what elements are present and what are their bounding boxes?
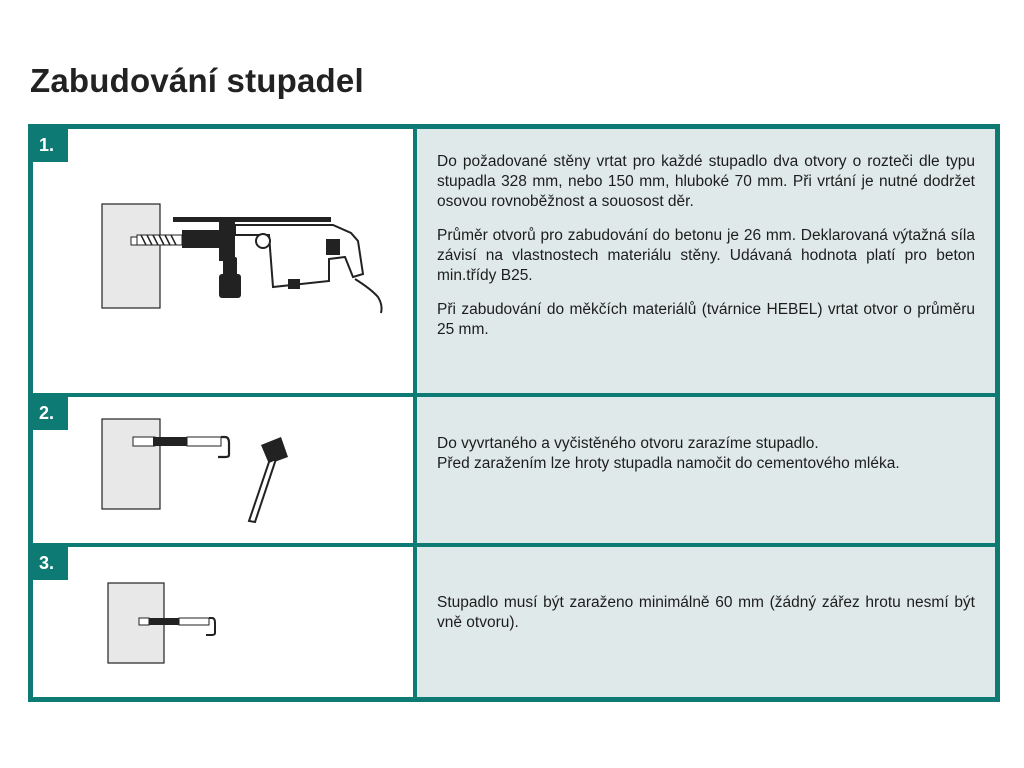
step-3-text	[437, 593, 975, 647]
wall-block	[102, 204, 160, 308]
drill-bit-icon	[137, 235, 182, 245]
step-2-paragraph: Před zaražením lze hroty stupadla namočit do cementového mléka.	[437, 455, 900, 472]
step-1-paragraph: Průměr otvorů pro zabudování do betonu je 26 mm. Deklarovaná výtažná síla závisí na vlastnostech materiálu stěny. Udávaná hodnota platí pro beton min.třídy B25.	[437, 227, 975, 284]
step-2-text	[437, 434, 975, 474]
step-1-paragraph: Do požadované stěny vrtat pro každé stupadlo dva otvory o rozteči dle typu stupadla 328 mm, nebo 150 mm, hluboké 70 mm. Při vrtání je nutné dodržet osovou rovnoběžnost a souosost děr.	[437, 153, 975, 210]
step-1-paragraph: Při zabudování do měkčích materiálů (tvárnice HEBEL) vrtat otvor o průměru 25 mm.	[437, 301, 975, 338]
step-3-text-panel	[417, 547, 995, 697]
instruction-table	[28, 124, 1000, 702]
step-1-illustration-panel	[33, 129, 413, 393]
step-2-illustration-panel	[33, 397, 413, 543]
installed-step-illustration	[33, 547, 413, 697]
step-3-number: 3.	[33, 547, 68, 580]
step-1-text-panel	[417, 129, 995, 393]
hammer-drill-icon	[173, 217, 382, 313]
step-2-text-panel	[417, 397, 995, 543]
hammer-icon	[249, 437, 288, 522]
drill-illustration	[33, 129, 413, 393]
step-3-illustration-panel	[33, 547, 413, 697]
step-2-number: 2.	[33, 397, 68, 430]
page-title: Zabudování stupadel	[30, 62, 364, 99]
hammering-illustration	[33, 397, 413, 543]
step-1-number: 1.	[33, 129, 68, 162]
step-2-paragraph: Do vyvrtaného a vyčistěného otvoru zarazíme stupadlo.	[437, 435, 819, 452]
wall-block	[102, 419, 160, 509]
step-1-text	[437, 152, 975, 354]
step-3-paragraph: Stupadlo musí být zaraženo minimálně 60 mm (žádný zářez hrotu nesmí být vně otvoru).	[437, 594, 975, 631]
